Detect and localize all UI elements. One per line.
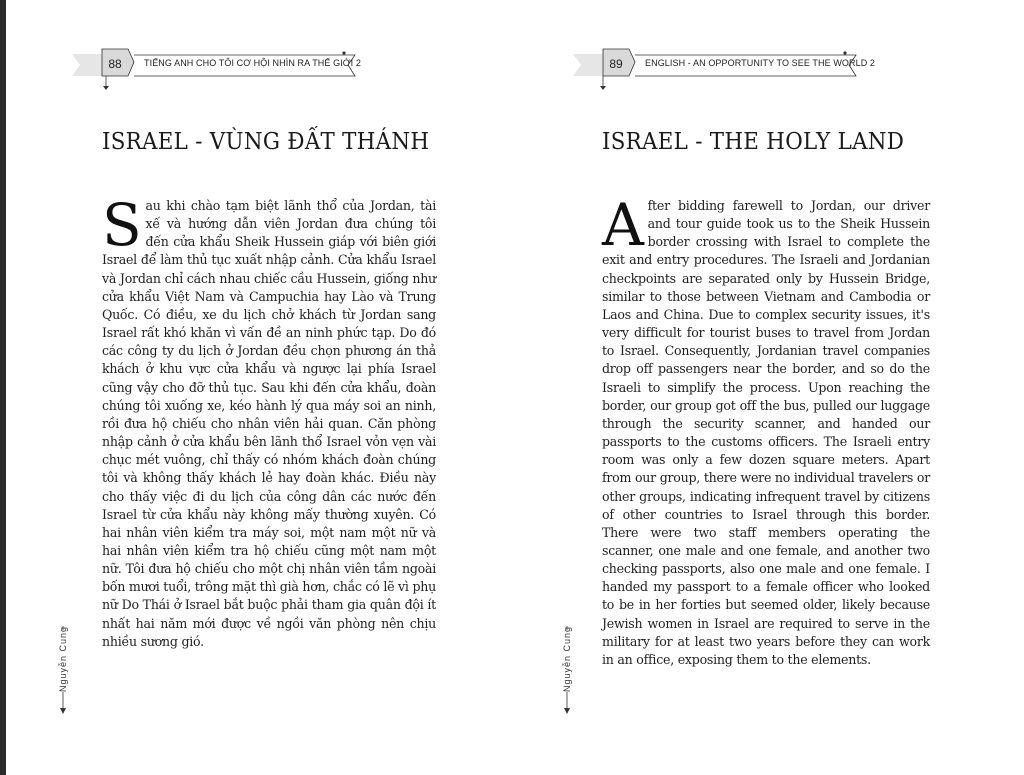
- side-author-mark: [560, 626, 574, 712]
- side-author-mark: [56, 626, 70, 712]
- left-page: [6, 0, 506, 775]
- body-paragraph: [602, 191, 930, 669]
- page-header: [72, 49, 362, 80]
- running-title: ENGLISH - AN OPPORTUNITY TO SEE THE WORLD 2: [645, 58, 876, 68]
- page-number: 88: [108, 57, 122, 71]
- body-text: au khi chào tạm biệt lãnh thổ của Jordan, tài xế và hướng dẫn viên Jordan đưa chúng tôi đến cửa khẩu Sheik Hussein giáp với biên giới Israel để làm thủ tục xuất nhập cảnh. Cửa khẩu Israel và Jordan chỉ cách nhau chiếc cầu Hussein, giống như cửa khẩu Việt Nam và Campuchia hay Lào và Trung Quốc. Có điều, xe du lịch chở khách từ Jordan sang Israel rất khó khăn vì vấn đề an ninh phức tạp. Do đó các công ty du lịch ở Jordan đều chọn phương án thả khách ở khu vực cửa khẩu và ngược lại phía Israel cũng vậy cho đỡ thủ tục. Sau khi đến cửa khẩu, đoàn chúng tôi xuống xe, kéo hành lý qua máy soi an ninh, rồi đưa hộ chiếu cho nhân viên hải quan. Căn phòng nhập cảnh ở cửa khẩu bên lãnh thổ Israel vỏn vẹn vài chục mét vuông, chỉ thấy có nhóm khách đoàn chúng tôi và không thấy khách lẻ hay đoàn khác. Điều này cho thấy việc đi du lịch của công dân các nước đến Israel từ cửa khẩu này không mấy thường xuyên. Có hai nhân viên kiểm tra máy soi, một nam một nữ và hai nhân viên kiểm tra hộ chiếu cũng một nam một nữ. Tôi đưa hộ chiếu cho một chị nhân viên tầm ngoài bốn mươi tuổi, trông mặt thì già hơn, chắc có lẽ vì phụ nữ Do Thái ở Israel bắt buộc phải tham gia quân đội ít nhất hai năm mới được về ngồi văn phòng nên chịu nhiều sương gió.: [102, 198, 436, 649]
- author-name: Nguyễn Cung: [58, 625, 68, 692]
- chapter-title: ISRAEL - VÙNG ĐẤT THÁNH: [102, 129, 430, 155]
- right-page: [512, 0, 1024, 775]
- drop-cap: S: [102, 191, 142, 259]
- author-name: Nguyễn Cung: [562, 625, 572, 692]
- chapter-title: ISRAEL - THE HOLY LAND: [602, 129, 905, 155]
- running-title: TIẾNG ANH CHO TÔI CƠ HỘI NHÌN RA THẾ GIỚI 2: [144, 58, 361, 68]
- page-number: 89: [609, 57, 623, 71]
- body-text: fter bidding farewell to Jordan, our driver and tour guide took us to the Sheik Hussein border crossing with Israel to complete the exit and entry procedures. The Israeli and Jordanian checkpoints are separated only by Hussein Bridge, similar to those between Vietnam and Cambodia or Laos and China. Due to complex security issues, it's very difficult for tourist buses to travel from Jordan to Israel. Consequently, Jordanian travel companies drop off passengers near the border, and so do the Israeli to simplify the process. Upon reaching the border, our group got off the bus, pulled our luggage through the security scanner, and handed our passports to the customs officers. The Israeli entry room was only a few dozen square meters. Apart from our group, there were no individual travelers or other groups, indicating infrequent travel by citizens of other countries to Israel through this border. There were two staff members operating the scanner, one male and one female, and another two checking passports, also one male and one female. I handed my passport to a female officer who looked to be in her forties but seemed older, likely because Jewish women in Israel are required to serve in the military for at least two years before they can work in an office, exposing them to the elements.: [602, 198, 930, 667]
- drop-cap: A: [602, 191, 644, 259]
- body-paragraph: [102, 191, 436, 651]
- page-header: [573, 49, 876, 80]
